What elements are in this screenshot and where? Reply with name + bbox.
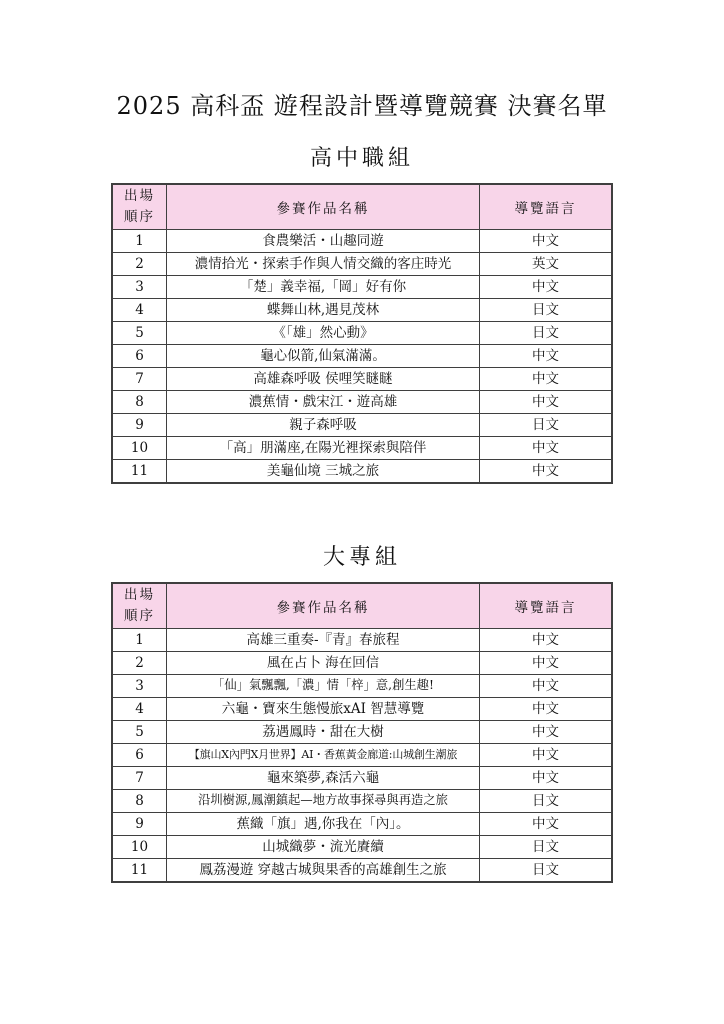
language-cell: 中文 <box>480 629 613 652</box>
results-table <box>111 582 613 883</box>
table-row <box>112 675 612 698</box>
language-cell: 中文 <box>480 744 613 767</box>
results-table <box>111 183 613 484</box>
table-body <box>112 230 612 484</box>
language-cell: 英文 <box>480 253 613 276</box>
table-row <box>112 698 612 721</box>
header-language: 導覽語言 <box>480 184 613 230</box>
table-row <box>112 299 612 322</box>
table-row <box>112 629 612 652</box>
work-name-cell: 龜來築夢,森活六龜 <box>167 767 480 790</box>
header-order-line1: 出場 <box>124 188 155 205</box>
work-name-cell: 蝶舞山林,遇見茂林 <box>167 299 480 322</box>
sections-container <box>0 141 724 883</box>
order-cell: 11 <box>112 859 167 883</box>
order-cell: 2 <box>112 253 167 276</box>
work-name-cell: 蕉織「旗」遇,你我在「內」。 <box>167 813 480 836</box>
work-name-cell: 龜心似箭,仙氣滿滿。 <box>167 345 480 368</box>
work-name-cell: 高雄三重奏-『青』春旅程 <box>167 629 480 652</box>
section-title: 高中職組 <box>309 146 414 171</box>
work-name-cell: 「仙」氣飄飄,「濃」情「梓」意,創生趣! <box>167 675 480 698</box>
language-cell: 中文 <box>480 276 613 299</box>
header-work-name: 參賽作品名稱 <box>167 583 480 629</box>
header-language: 導覽語言 <box>480 583 613 629</box>
table-row <box>112 345 612 368</box>
order-cell: 4 <box>112 299 167 322</box>
table-body <box>112 629 612 883</box>
header-order <box>112 583 167 629</box>
order-cell: 8 <box>112 790 167 813</box>
language-cell: 中文 <box>480 767 613 790</box>
work-name-cell: 美龜仙境 三城之旅 <box>167 460 480 484</box>
language-cell: 中文 <box>480 368 613 391</box>
page-title: 2025 高科盃 遊程設計暨導覽競賽 決賽名單 <box>116 92 608 120</box>
order-cell: 9 <box>112 813 167 836</box>
header-order-line2: 順序 <box>124 608 155 624</box>
order-cell: 3 <box>112 675 167 698</box>
table-row <box>112 437 612 460</box>
competition-section <box>0 540 724 883</box>
table-header-row <box>112 184 612 230</box>
order-cell: 1 <box>112 230 167 253</box>
language-cell: 中文 <box>480 721 613 744</box>
table-row <box>112 460 612 484</box>
language-cell: 中文 <box>480 230 613 253</box>
work-name-cell: 鳳荔漫遊 穿越古城與果香的高雄創生之旅 <box>167 859 480 883</box>
language-cell: 中文 <box>480 391 613 414</box>
table-row <box>112 859 612 883</box>
order-cell: 3 <box>112 276 167 299</box>
work-name-cell: 「楚」義幸福,「岡」好有你 <box>167 276 480 299</box>
order-cell: 7 <box>112 767 167 790</box>
table-row <box>112 813 612 836</box>
order-cell: 10 <box>112 437 167 460</box>
language-cell: 中文 <box>480 345 613 368</box>
order-cell: 7 <box>112 368 167 391</box>
work-name-cell: 食農樂活・山趣同遊 <box>167 230 480 253</box>
order-cell: 6 <box>112 744 167 767</box>
work-name-cell: 風在占卜 海在回信 <box>167 652 480 675</box>
work-name-cell: 高雄森呼吸 侯哩笑瞇瞇 <box>167 368 480 391</box>
language-cell: 中文 <box>480 675 613 698</box>
order-cell: 8 <box>112 391 167 414</box>
table-row <box>112 276 612 299</box>
order-cell: 5 <box>112 721 167 744</box>
language-cell: 中文 <box>480 813 613 836</box>
language-cell: 中文 <box>480 698 613 721</box>
table-row <box>112 230 612 253</box>
order-cell: 10 <box>112 836 167 859</box>
work-name-cell: 【旗山X內門X月世界】AI・香蕉黃金廊道:山城創生潮旅 <box>167 744 480 767</box>
table-row <box>112 253 612 276</box>
work-name-cell: 沿圳樹源,鳳潮鎮起—地方故事探尋與再造之旅 <box>167 790 480 813</box>
work-name-cell: 濃蕉情・戲宋江・遊高雄 <box>167 391 480 414</box>
header-order-line1: 出場 <box>124 587 155 604</box>
table-row <box>112 368 612 391</box>
language-cell: 中文 <box>480 437 613 460</box>
language-cell: 日文 <box>480 322 613 345</box>
work-name-cell: 山城織夢・流光賡續 <box>167 836 480 859</box>
language-cell: 日文 <box>480 790 613 813</box>
order-cell: 4 <box>112 698 167 721</box>
language-cell: 日文 <box>480 836 613 859</box>
header-order <box>112 184 167 230</box>
order-cell: 2 <box>112 652 167 675</box>
section-title: 大專組 <box>322 545 401 570</box>
language-cell: 日文 <box>480 859 613 883</box>
work-name-cell: 「高」朋滿座,在陽光裡探索與陪伴 <box>167 437 480 460</box>
table-row <box>112 744 612 767</box>
table-header-row <box>112 583 612 629</box>
table-row <box>112 721 612 744</box>
order-cell: 6 <box>112 345 167 368</box>
header-order-line2: 順序 <box>124 209 155 225</box>
competition-section <box>0 141 724 484</box>
language-cell: 日文 <box>480 299 613 322</box>
order-cell: 1 <box>112 629 167 652</box>
work-name-cell: 《「雄」然心動》 <box>167 322 480 345</box>
language-cell: 日文 <box>480 414 613 437</box>
table-row <box>112 414 612 437</box>
order-cell: 11 <box>112 460 167 484</box>
table-row <box>112 767 612 790</box>
table-row <box>112 652 612 675</box>
table-row <box>112 790 612 813</box>
table-row <box>112 836 612 859</box>
language-cell: 中文 <box>480 460 613 484</box>
work-name-cell: 六龜・寶來生態慢旅xAI 智慧導覽 <box>167 698 480 721</box>
table-row <box>112 391 612 414</box>
order-cell: 5 <box>112 322 167 345</box>
work-name-cell: 荔遇鳳時・甜在大樹 <box>167 721 480 744</box>
order-cell: 9 <box>112 414 167 437</box>
language-cell: 中文 <box>480 652 613 675</box>
work-name-cell: 親子森呼吸 <box>167 414 480 437</box>
work-name-cell: 濃情拾光・探索手作與人情交織的客庄時光 <box>167 253 480 276</box>
header-work-name: 參賽作品名稱 <box>167 184 480 230</box>
table-row <box>112 322 612 345</box>
